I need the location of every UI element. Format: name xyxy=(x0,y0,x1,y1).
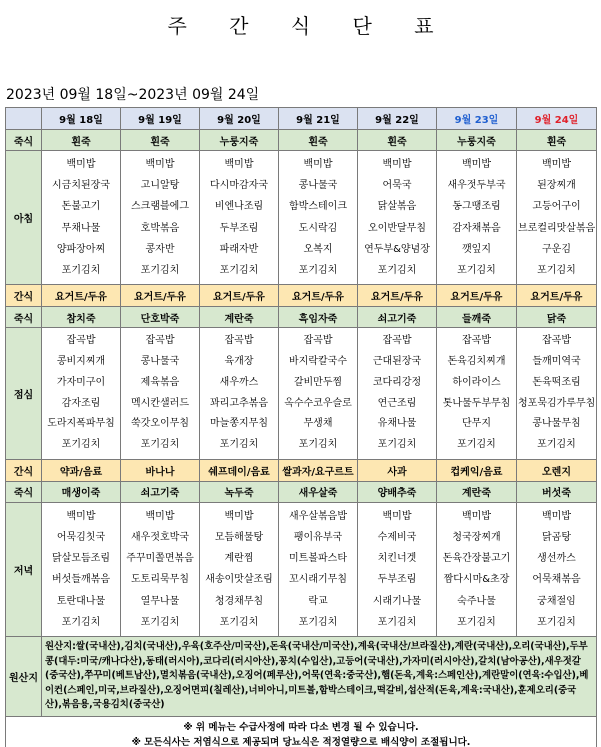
menu-item: 도토리묵무침 xyxy=(131,574,189,586)
morning-porridge-row xyxy=(6,130,597,151)
menu-item: 꼬시래기무침 xyxy=(289,574,347,586)
menu-item: 콩나물국 xyxy=(140,355,180,367)
menu-item: 콩비지찌개 xyxy=(56,355,106,367)
porridge-cell: 흰죽 xyxy=(42,130,121,151)
menu-item: 백미밥 xyxy=(542,510,571,522)
lunch-items xyxy=(280,331,356,456)
menu-item: 멕시칸샐러드 xyxy=(131,397,189,409)
snack-cell: 요거트/두유 xyxy=(279,285,358,307)
menu-item: 감자채볶음 xyxy=(452,222,501,234)
row-label: 점심 xyxy=(6,328,42,460)
menu-item: 양파장아찌 xyxy=(56,243,106,255)
menu-item: 도시락김 xyxy=(298,222,338,234)
menu-item: 어묵국 xyxy=(382,180,412,192)
menu-item: 백미밥 xyxy=(542,159,571,170)
menu-item: 미트볼파스타 xyxy=(289,553,347,565)
date-range: 2023년 09월 18일~2023년 09월 24일 xyxy=(6,87,260,103)
origin-row xyxy=(6,637,597,717)
menu-item: 새우까스 xyxy=(219,376,259,388)
menu-item: 돈육김치찌개 xyxy=(447,355,506,367)
menu-item: 포기김치 xyxy=(537,264,576,276)
breakfast-row xyxy=(6,151,597,285)
porridge-cell: 녹두죽 xyxy=(200,481,279,502)
menu-item: 백미밥 xyxy=(66,159,96,170)
menu-item: 청경채무침 xyxy=(214,595,264,607)
header-corner xyxy=(6,108,42,130)
snack-cell: 요거트/두유 xyxy=(42,285,121,307)
snack-cell: 오렌지 xyxy=(517,459,597,481)
snack-cell: 요거트/두유 xyxy=(121,285,200,307)
menu-item: 포기김치 xyxy=(61,616,101,628)
menu-item: 근대된장국 xyxy=(372,355,422,367)
menu-item: 새우젓호박국 xyxy=(131,532,189,544)
menu-item: 백미밥 xyxy=(382,159,412,170)
row-label: 간식 xyxy=(6,459,42,481)
snack-cell: 요거트/두유 xyxy=(200,285,279,307)
lunch-items xyxy=(438,331,515,456)
menu-item: 백미밥 xyxy=(224,510,254,522)
row-label: 죽식 xyxy=(6,307,42,328)
menu-item: 포기김치 xyxy=(219,439,259,451)
menu-item: 포기김치 xyxy=(457,264,496,276)
menu-item: 두부조림 xyxy=(377,574,417,586)
menu-item: 꽈리고추볶음 xyxy=(210,397,268,409)
menu-item: 갈비만두찜 xyxy=(293,376,343,388)
menu-item: 단무지 xyxy=(462,418,491,430)
porridge-cell: 흰죽 xyxy=(279,130,358,151)
menu-item: 포기김치 xyxy=(61,439,101,451)
dinner-row xyxy=(6,502,597,636)
notes-cell xyxy=(6,717,597,747)
menu-item: 잡곡밥 xyxy=(542,335,571,347)
menu-item: 포기김치 xyxy=(298,264,338,276)
day-header-row xyxy=(6,108,597,130)
menu-item: 고니알탕 xyxy=(140,180,180,192)
porridge-cell: 단호박죽 xyxy=(121,307,200,328)
notes-row xyxy=(6,717,597,747)
menu-item: 시래기나물 xyxy=(372,595,422,607)
porridge-cell: 새우살죽 xyxy=(279,481,358,502)
menu-item: 포기김치 xyxy=(140,616,180,628)
afternoon-snack-row xyxy=(6,459,597,481)
menu-item: 새우젓두부국 xyxy=(447,180,506,192)
menu-item: 연근조림 xyxy=(377,397,417,409)
menu-item: 육개장 xyxy=(224,355,254,367)
menu-item: 포기김치 xyxy=(537,439,576,451)
menu-item: 포기김치 xyxy=(457,439,496,451)
snack-cell: 약과/음료 xyxy=(42,459,121,481)
menu-item: 잡곡밥 xyxy=(145,335,175,347)
menu-item: 포기김치 xyxy=(140,264,180,276)
menu-item: 함박스테이크 xyxy=(289,201,347,213)
row-label: 저녁 xyxy=(6,502,42,636)
menu-item: 치킨너겟 xyxy=(377,553,417,565)
menu-item: 시금치된장국 xyxy=(52,180,110,192)
lunch-items xyxy=(43,331,119,456)
menu-item: 브로컬리맛살볶음 xyxy=(518,222,595,234)
porridge-cell: 양배추죽 xyxy=(358,481,437,502)
lunch-items xyxy=(359,331,435,456)
day-header-saturday: 9월 23일 xyxy=(437,108,517,130)
menu-item: 백미밥 xyxy=(66,510,96,522)
menu-item: 스크램블에그 xyxy=(131,201,189,213)
menu-item: 제육볶음 xyxy=(140,376,180,388)
menu-item: 고등어구이 xyxy=(532,201,581,213)
menu-item: 비엔나조림 xyxy=(214,201,264,213)
menu-item: 잡곡밥 xyxy=(462,335,491,347)
row-label: 아침 xyxy=(6,151,42,285)
menu-item: 오이반달무침 xyxy=(368,222,426,234)
menu-item: 주꾸미쫄면볶음 xyxy=(126,553,194,565)
porridge-cell: 흑임자죽 xyxy=(279,307,358,328)
menu-item: 두부조림 xyxy=(219,222,259,234)
snack-cell: 요거트/두유 xyxy=(437,285,517,307)
porridge-cell: 들깨죽 xyxy=(437,307,517,328)
menu-item: 하이라이스 xyxy=(452,376,501,388)
menu-item: 돈육떡조림 xyxy=(532,376,581,388)
day-header: 9월 18일 xyxy=(42,108,121,130)
menu-item: 들깨미역국 xyxy=(532,355,581,367)
morning-snack-row xyxy=(6,285,597,307)
menu-item: 궁채절임 xyxy=(537,595,576,607)
menu-item: 호박볶음 xyxy=(140,222,180,234)
dinner-items xyxy=(122,506,198,633)
porridge-cell: 계란죽 xyxy=(200,307,279,328)
menu-item: 계란찜 xyxy=(224,553,254,565)
breakfast-items xyxy=(280,154,356,281)
porridge-cell: 쇠고기죽 xyxy=(121,481,200,502)
breakfast-items xyxy=(438,154,515,281)
menu-item: 오복지 xyxy=(303,243,333,255)
row-label: 죽식 xyxy=(6,481,42,502)
dinner-items xyxy=(280,506,356,633)
menu-item: 락교 xyxy=(308,595,328,607)
porridge-cell: 누룽지죽 xyxy=(437,130,517,151)
menu-item: 청국장찌개 xyxy=(452,532,501,544)
day-header: 9월 22일 xyxy=(358,108,437,130)
day-header: 9월 20일 xyxy=(200,108,279,130)
menu-item: 콩자반 xyxy=(145,243,175,255)
menu-item: 포기김치 xyxy=(140,439,180,451)
lunch-items xyxy=(518,331,595,456)
porridge-cell: 버섯죽 xyxy=(517,481,597,502)
menu-item: 깻잎지 xyxy=(462,243,491,255)
lunch-items xyxy=(201,331,277,456)
snack-cell: 요거트/두유 xyxy=(358,285,437,307)
menu-item: 어묵김칫국 xyxy=(56,532,106,544)
note-line: ※ 위 메뉴는 수급사정에 따라 다소 변경 될 수 있습니다. xyxy=(183,722,419,734)
menu-item: 닭곰탕 xyxy=(542,532,571,544)
dinner-items xyxy=(438,506,515,633)
breakfast-items xyxy=(518,154,595,281)
menu-item: 옥수수코우슬로 xyxy=(284,397,352,409)
porridge-cell: 참치죽 xyxy=(42,307,121,328)
menu-item: 백미밥 xyxy=(462,159,491,170)
menu-item: 마늘쫑지무침 xyxy=(210,418,268,430)
snack-cell: 쌀과자/요구르트 xyxy=(279,459,358,481)
snack-cell: 바나나 xyxy=(121,459,200,481)
porridge-cell: 계란죽 xyxy=(437,481,517,502)
menu-item: 모듬해물탕 xyxy=(214,532,264,544)
menu-item: 닭살모듬조림 xyxy=(52,553,110,565)
menu-item: 포기김치 xyxy=(377,439,417,451)
menu-item: 된장찌개 xyxy=(537,180,576,192)
menu-item: 백미밥 xyxy=(145,159,175,170)
menu-item: 콩나물무침 xyxy=(532,418,581,430)
menu-item: 포기김치 xyxy=(61,264,101,276)
menu-item: 톳나물두부무침 xyxy=(442,397,511,409)
menu-item: 백미밥 xyxy=(303,159,333,170)
day-header: 9월 21일 xyxy=(279,108,358,130)
menu-item: 숙주나물 xyxy=(457,595,496,607)
origin-text: 원산지:쌀(국내산),김치(국내산),우육(호주산/미국산),돈육(국내산/미국산),계육(국내산/브라질산),계란(국내산),오리(국내산),두부콩(대두:미국/캐나다산),동태(러시아),코다리(러시아산),꽁치(수입산),고등어(국내산),가자미(러시아산),갈치(남아공산),새우젓갈(중국산),쭈꾸미(베트남산),멸치볶음(국내산),오징어(페루산),어묵(연육:중국산),햄(돈육,계육:스페인산),계란말이(연육:수입산),베이컨(스페인,미국,브라질산),오징어면피(칠레산),너비아니,미트볼,함박스테이크,떡갈비,섭산적(돈육,계육:국내산),훈제오리(중국산),볶음용,국용김치(중국산) xyxy=(42,637,597,717)
dinner-items xyxy=(518,506,595,633)
row-label: 원산지 xyxy=(6,637,42,717)
menu-item: 짬다시마&초장 xyxy=(443,574,510,586)
porridge-cell: 흰죽 xyxy=(121,130,200,151)
menu-item: 새우살볶음밥 xyxy=(289,510,347,522)
menu-item: 포기김치 xyxy=(457,616,496,628)
menu-item: 포기김치 xyxy=(298,439,338,451)
row-label: 간식 xyxy=(6,285,42,307)
menu-item: 잡곡밥 xyxy=(303,335,333,347)
menu-item: 백미밥 xyxy=(145,510,175,522)
menu-item: 수제비국 xyxy=(377,532,417,544)
breakfast-items xyxy=(122,154,198,281)
menu-item: 새송이맛살조림 xyxy=(205,574,273,586)
menu-item: 포기김치 xyxy=(377,264,417,276)
snack-cell: 컵케익/음료 xyxy=(437,459,517,481)
menu-item: 토란대나물 xyxy=(56,595,106,607)
menu-item: 감자조림 xyxy=(61,397,101,409)
menu-item: 닭살볶음 xyxy=(377,201,417,213)
menu-item: 포기김치 xyxy=(219,616,259,628)
lunch-items xyxy=(122,331,198,456)
lunch-row xyxy=(6,328,597,460)
day-header: 9월 19일 xyxy=(121,108,200,130)
menu-item: 연두부&양념장 xyxy=(364,243,430,255)
menu-item: 콩나물국 xyxy=(298,180,338,192)
page-title: 주 간 식 단 표 xyxy=(167,14,452,38)
dinner-items xyxy=(43,506,119,633)
menu-item: 바지락칼국수 xyxy=(289,355,347,367)
row-label: 죽식 xyxy=(6,130,42,151)
menu-item: 도라지폭파무침 xyxy=(47,418,115,430)
dinner-porridge-row xyxy=(6,481,597,502)
porridge-cell: 흰죽 xyxy=(358,130,437,151)
breakfast-items xyxy=(359,154,435,281)
menu-item: 무채나물 xyxy=(61,222,101,234)
menu-item: 백미밥 xyxy=(224,159,254,170)
menu-item: 쑥갓오이무침 xyxy=(131,418,189,430)
menu-item: 포기김치 xyxy=(537,616,576,628)
snack-cell: 사과 xyxy=(358,459,437,481)
dinner-items xyxy=(359,506,435,633)
menu-item: 유채나물 xyxy=(377,418,417,430)
porridge-cell: 누룽지죽 xyxy=(200,130,279,151)
menu-item: 생선까스 xyxy=(537,553,576,565)
porridge-cell: 쇠고기죽 xyxy=(358,307,437,328)
menu-item: 포기김치 xyxy=(298,616,338,628)
menu-item: 백미밥 xyxy=(382,510,412,522)
menu-item: 청포묵김가루무침 xyxy=(518,397,595,409)
menu-item: 구운김 xyxy=(542,243,571,255)
porridge-cell: 흰죽 xyxy=(517,130,597,151)
porridge-cell: 매생이죽 xyxy=(42,481,121,502)
breakfast-items xyxy=(43,154,119,281)
menu-item: 돈육간장불고기 xyxy=(442,553,511,565)
porridge-cell: 닭죽 xyxy=(517,307,597,328)
day-header-sunday: 9월 24일 xyxy=(517,108,597,130)
menu-item: 백미밥 xyxy=(462,510,491,522)
menu-item: 가자미구이 xyxy=(56,376,106,388)
menu-item: 잡곡밥 xyxy=(66,335,96,347)
menu-item: 어묵채볶음 xyxy=(532,574,581,586)
menu-item: 코다리강정 xyxy=(372,376,422,388)
weekly-menu-table xyxy=(5,107,597,747)
lunch-porridge-row xyxy=(6,307,597,328)
menu-item: 잡곡밥 xyxy=(224,335,254,347)
breakfast-items xyxy=(201,154,277,281)
note-line: ※ 모든식사는 저염식으로 제공되며 당뇨식은 적정열량으로 배식양이 조절됩니다. xyxy=(131,737,471,747)
snack-cell: 쉐프데이/음료 xyxy=(200,459,279,481)
snack-cell: 요거트/두유 xyxy=(517,285,597,307)
menu-item: 파래자반 xyxy=(219,243,259,255)
menu-item: 팽이유부국 xyxy=(293,532,343,544)
menu-item: 포기김치 xyxy=(219,264,259,276)
menu-item: 버섯들깨볶음 xyxy=(52,574,110,586)
menu-item: 열무나물 xyxy=(140,595,180,607)
menu-item: 동그땡조림 xyxy=(452,201,501,213)
menu-item: 다시마감자국 xyxy=(210,180,268,192)
menu-item: 무생채 xyxy=(303,418,333,430)
menu-item: 돈불고기 xyxy=(61,201,101,213)
menu-item: 잡곡밥 xyxy=(382,335,412,347)
menu-item: 포기김치 xyxy=(377,616,417,628)
dinner-items xyxy=(201,506,277,633)
